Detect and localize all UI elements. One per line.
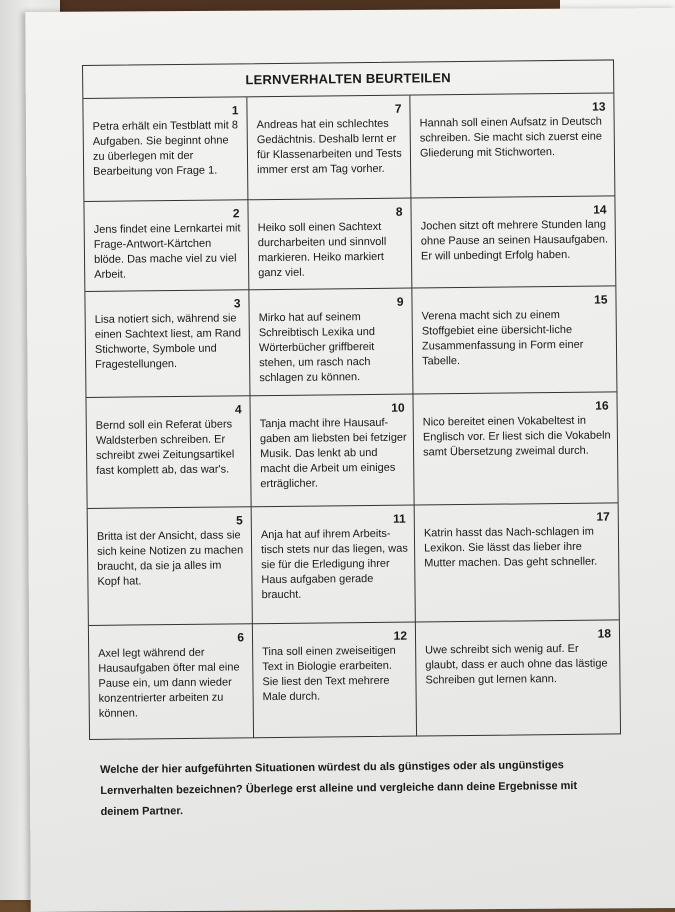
situation-cell: [83, 97, 248, 202]
situation-number: 18: [597, 626, 612, 641]
situation-cell: [412, 286, 616, 394]
situation-number: 14: [593, 202, 607, 217]
situation-number: 5: [236, 513, 243, 528]
situation-text: Bernd soll ein Referat übers Waldsterben schreiben. Er schreibt zwei Zeitungsartikel fast komplett ab, das war's.: [95, 418, 235, 477]
situation-text: Hannah soll einen Aufsatz in Deutsch schreiben. Sie macht sich zuerst eine Gliederung mit Stichworten.: [419, 115, 603, 160]
situation-number: 9: [396, 294, 404, 309]
situation-cell: [410, 93, 614, 198]
situation-number: 3: [233, 296, 241, 311]
worksheet-title: LERNVERHALTEN BEURTEILEN: [83, 60, 613, 99]
situation-cell: [250, 395, 414, 508]
situation-text: Jens findet eine Lernkartei mit Frage-Antwort-Kärtchen blöde. Das mache viel zu viel Arbeit.: [93, 222, 241, 281]
situation-text: Andreas hat ein schlechtes Gedächtnis. Deshalb lernt er für Klassenarbeiten und Tests immer erst am Tag vorher.: [256, 117, 402, 177]
situation-text: Heiko soll einen Sachtext durcharbeiten und sinnvoll markieren. Heiko markiert ganz viel.: [257, 220, 387, 280]
situation-number: 13: [592, 99, 606, 114]
situation-text: Uwe schreibt sich wenig auf. Er glaubt, dass er auch ohne das lästige Schreiben gut lernen kann.: [425, 642, 608, 687]
situation-text: Tina soll einen zweiseitigen Text in Biologie erarbeiten. Sie liest den Text mehrere Male durch.: [262, 644, 396, 704]
situation-number: 2: [232, 206, 240, 221]
situation-number: 12: [393, 628, 408, 643]
situation-cell: [85, 290, 250, 398]
situation-cell: [411, 196, 615, 288]
situation-cell: [413, 392, 617, 505]
situation-cell: [253, 623, 417, 739]
situation-cell: [249, 289, 413, 397]
situation-cell: [88, 507, 253, 626]
situation-number: 8: [395, 204, 403, 219]
task-instruction: Welche der hier aufgeführten Situationen würdest du als günstiges oder als ungünstiges Lernverhalten bezeichnen? Überlege erst alleine und vergleiche dann deine Ergebnisse mit deinem Partner.: [100, 759, 578, 818]
situation-cell: [89, 624, 254, 740]
situation-cell: [84, 200, 249, 292]
situation-number: 4: [234, 402, 242, 417]
situation-number: 7: [394, 101, 402, 116]
situation-text: Tanja macht ihre Hausauf-gaben am liebsten bei fetziger Musik. Das lenkt ab und macht die Arbeit um einiges erträglicher.: [259, 416, 407, 491]
situation-text: Anja hat auf ihrem Arbeits-tisch stets nur das liegen, was sie für die Erledigung ihrer Haus aufgaben gerade braucht.: [260, 527, 408, 602]
situation-text: Axel legt während der Hausaufgaben öfter mal eine Pause ein, um dann wieder konzentrierter arbeiten zu können.: [98, 646, 240, 720]
situation-text: Britta ist der Ansicht, dass sie sich keine Notizen zu machen braucht, da sie ja alles im Kopf hat.: [96, 529, 244, 588]
situation-number: 10: [391, 400, 405, 415]
situation-cell: [247, 96, 411, 201]
situation-number: 1: [231, 103, 239, 118]
situation-grid: [83, 93, 620, 740]
situation-number: 17: [596, 509, 610, 524]
situation-number: 11: [393, 511, 406, 526]
situation-number: 15: [594, 292, 608, 307]
situation-cell: [248, 199, 412, 291]
situation-cell: [416, 620, 620, 736]
situation-text: Petra erhält ein Testblatt mit 8 Aufgaben. Sie beginnt ohne zu überlegen mit der Bearbeitung von Frage 1.: [92, 119, 239, 178]
situation-text: Lisa notiert sich, während sie einen Sachtext liest, am Rand Stichworte, Symbole und Fragestellungen.: [94, 312, 242, 371]
situation-cell: [86, 396, 251, 509]
situation-text: Katrin hasst das Nach-schlagen im Lexikon. Sie lässt das lieber ihre Mutter machen. Das geht schneller.: [423, 525, 598, 570]
situation-cell: [252, 506, 416, 625]
situation-number: 6: [237, 630, 245, 645]
situation-cell: [415, 503, 619, 622]
worksheet-table: [82, 59, 621, 740]
situation-text: Mirko hat auf seinem Schreibtisch Lexika und Wörterbücher griffbereit stehen, um rasch nach schlagen zu können.: [258, 311, 376, 385]
situation-text: Verena macht sich zu einem Stoffgebiet eine übersicht-liche Zusammenfassung in Form einer Tabelle.: [421, 309, 584, 368]
situation-number: 16: [595, 398, 609, 413]
situation-text: Jochen sitzt oft mehrere Stunden lang ohne Pause an seinen Hausaufgaben. Er will unbedingt Erfolg haben.: [420, 218, 609, 263]
situation-text: Nico bereitet einen Vokabeltest in Englisch vor. Er liest sich die Vokabeln samt Übersetzung zweimal durch.: [422, 414, 611, 459]
